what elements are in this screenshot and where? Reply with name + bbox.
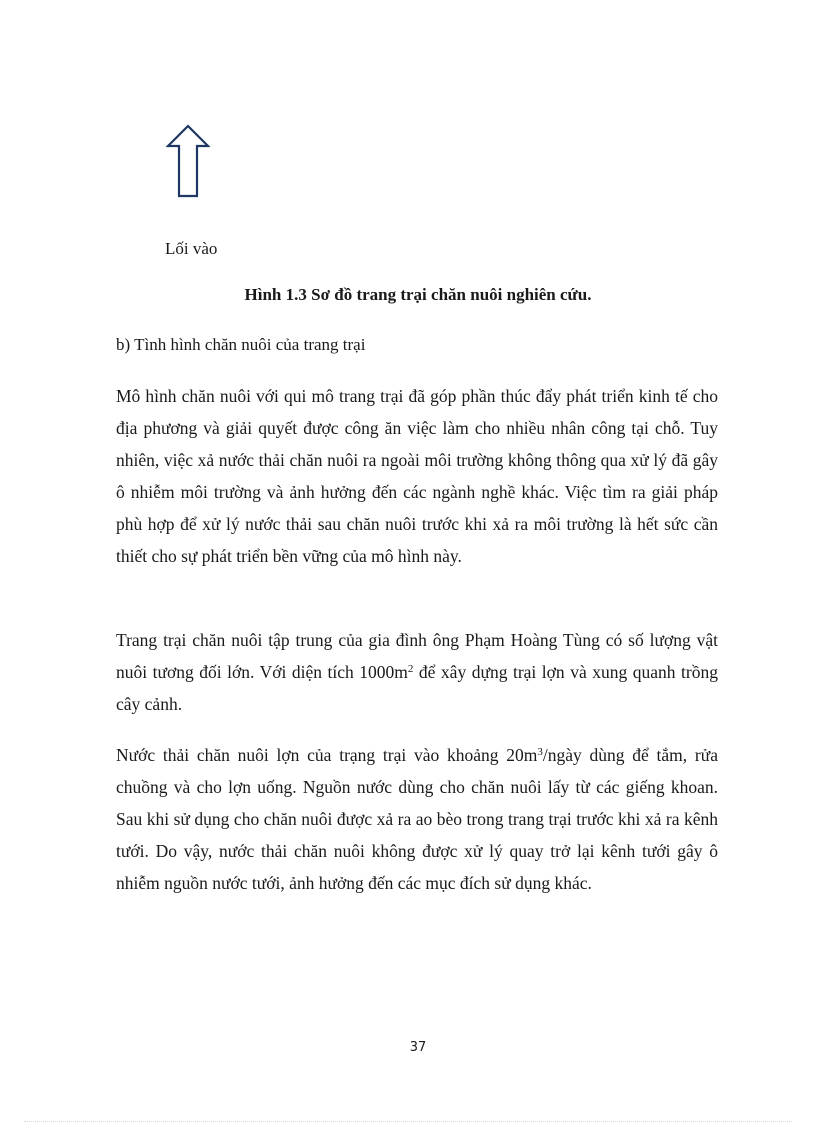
paragraph-text: Trang trại chăn nuôi tập trung của gia đình ông Phạm Hoàng Tùng có số lượng vật nuôi tương đối lớn. Với diện tích 1000m bbox=[116, 630, 718, 682]
figure-caption: Hình 1.3 Sơ đồ trang trại chăn nuôi nghiên cứu. bbox=[244, 285, 592, 304]
up-arrow-icon bbox=[166, 124, 210, 198]
superscript: 2 bbox=[407, 663, 414, 675]
page-bottom-divider bbox=[24, 1121, 792, 1122]
entrance-label: Lối vào bbox=[165, 239, 218, 258]
page-number: 37 bbox=[409, 1040, 427, 1055]
paragraph-farm-description bbox=[116, 624, 718, 720]
paragraph-text: để xây dựng trại lợn và xung quanh trồng cây cảnh. bbox=[116, 662, 718, 714]
paragraph-text: Nước thải chăn nuôi lợn của trạng trại vào khoảng 20m bbox=[116, 745, 538, 765]
section-subheading: b) Tình hình chăn nuôi của trang trại bbox=[116, 335, 366, 354]
paragraph-wastewater bbox=[116, 739, 718, 899]
superscript: 3 bbox=[537, 746, 543, 758]
paragraph-text: /ngày dùng để tắm, rửa chuồng và cho lợn uống. Nguồn nước dùng cho chăn nuôi lấy từ các giếng khoan. Sau khi sử dụng cho chăn nuôi được xả ra ao bèo trong trang trại trước khi xả ra kênh tưới. Do vậy, nước thải chăn nuôi không được xử lý quay trở lại kênh tưới gây ô nhiễm nguồn nước tưới, ảnh hưởng đến các mục đích sử dụng khác. bbox=[116, 745, 718, 893]
paragraph-livestock-model: Mô hình chăn nuôi với qui mô trang trại đã góp phần thúc đẩy phát triển kinh tế cho địa phương và giải quyết được công ăn việc làm cho nhiều nhân công tại chỗ. Tuy nhiên, việc xả nước thải chăn nuôi ra ngoài môi trường không thông qua xử lý đã gây ô nhiễm môi trường và ảnh hưởng đến các ngành nghề khác. Việc tìm ra giải pháp phù hợp để xử lý nước thải sau chăn nuôi trước khi xả ra môi trường là hết sức cần thiết cho sự phát triển bền vững của mô hình này. bbox=[116, 386, 718, 566]
